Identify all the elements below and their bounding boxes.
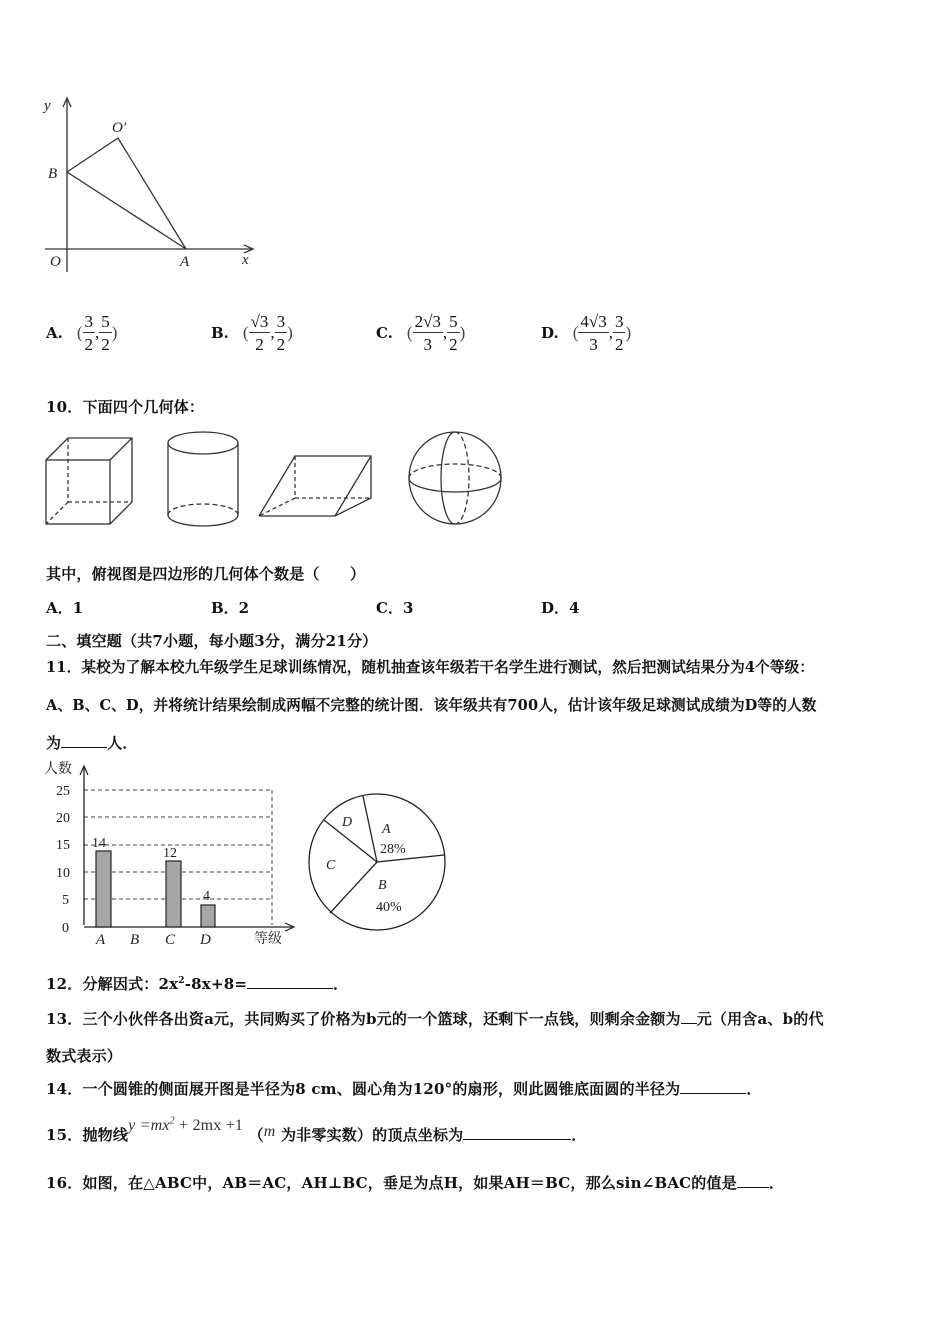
y-tick: 0 bbox=[62, 921, 69, 936]
q14: 14．一个圆锥的侧面展开图是半径为8 cm、圆心角为120°的扇形，则此圆锥底面圆的半径为 ． bbox=[46, 1080, 762, 1098]
y-tick: 5 bbox=[62, 893, 69, 908]
fraction: $\frac{4√3}{3}$ bbox=[580, 312, 607, 354]
q10-option-a[interactable]: A．1 bbox=[46, 599, 84, 617]
slice-label: B bbox=[378, 878, 387, 893]
answer-blank[interactable] bbox=[681, 1009, 697, 1024]
bar-label: 12 bbox=[163, 846, 177, 861]
slice-percent: 40% bbox=[376, 900, 402, 915]
slice-label: C bbox=[326, 858, 336, 873]
sphere-icon bbox=[405, 428, 505, 528]
q9-option-d[interactable]: D. ( $\frac{4√3}{3}$ , $\frac{3}{2}$ ) bbox=[541, 312, 632, 354]
category-label: C bbox=[165, 932, 176, 948]
fraction: $\frac{3}{2}$ bbox=[614, 312, 624, 354]
fraction: $\frac{5}{2}$ bbox=[101, 312, 110, 354]
q11-line-1: 11．某校为了解本校九年级学生足球训练情况，随机抽查该年级若干名学生进行测试，然后把测试结果分为4个等级： bbox=[46, 659, 815, 676]
answer-blank[interactable] bbox=[61, 733, 107, 748]
bar-label: 14 bbox=[92, 836, 106, 851]
bar-d bbox=[201, 905, 215, 927]
q10-option-d[interactable]: D．4 bbox=[541, 599, 580, 617]
q9-coordinate-figure bbox=[40, 92, 260, 277]
q9-option-b[interactable]: B. ( $\frac{√3}{2}$ , $\frac{3}{2}$ ) bbox=[211, 312, 293, 354]
fraction: $\frac{2√3}{3}$ bbox=[414, 312, 441, 354]
y-axis-title: 人数 bbox=[44, 762, 72, 777]
q10-stem: 10．下面四个几何体： bbox=[46, 398, 205, 416]
point-b-label: B bbox=[48, 166, 58, 182]
category-label: B bbox=[130, 932, 140, 948]
q9-option-a[interactable]: A. ( $\frac{3}{2}$ , $\frac{5}{2}$ ) bbox=[46, 312, 118, 354]
q13-line-1: 13．三个小伙伴各出资a元，共同购买了价格为b元的一个篮球，还剩下一点钱，则剩余金额为 元（用含a、b的代 bbox=[46, 1010, 824, 1028]
q10-question: 其中，俯视图是四边形的几何体个数是（ ） bbox=[46, 565, 366, 583]
bar-c bbox=[166, 861, 181, 927]
x-axis-label: x bbox=[242, 252, 249, 268]
category-label: A bbox=[96, 932, 106, 948]
parabola-formula: $y =mx^2 + 2mx +1$ bbox=[128, 1115, 244, 1134]
q10-option-b[interactable]: B．2 bbox=[211, 599, 250, 617]
fraction: $\frac{3}{2}$ bbox=[276, 312, 286, 354]
q12: 12．分解因式：$2x^2-8x+8=$ ． bbox=[46, 975, 349, 993]
slice-label: D bbox=[342, 815, 353, 830]
triangular-prism-icon bbox=[257, 442, 377, 522]
point-o-prime-label: O′ bbox=[112, 120, 127, 136]
fraction: $\frac{3}{2}$ bbox=[84, 312, 94, 354]
y-tick: 10 bbox=[56, 866, 70, 881]
cylinder-icon bbox=[165, 430, 245, 530]
origin-label: O bbox=[50, 254, 61, 270]
y-tick: 25 bbox=[56, 784, 70, 799]
cube-icon bbox=[44, 436, 139, 528]
slice-percent: 28% bbox=[380, 842, 406, 857]
bar-chart bbox=[42, 757, 302, 949]
q11-line-3: 为 人． bbox=[46, 734, 138, 752]
slice-label: A bbox=[382, 822, 391, 837]
x-axis-title: 等级 bbox=[254, 932, 282, 947]
q16: 16．如图，在△ABC中，AB＝AC，AH⊥BC，垂足为点H，如果AH＝BC，那么sin∠BAC的值是 ． bbox=[46, 1174, 785, 1192]
section-heading: 二、填空题（共7小题，每小题3分，满分21分） bbox=[46, 632, 378, 650]
q11-line-2: A、B、C、D，并将统计结果绘制成两幅不完整的统计图．该年级共有700人，估计该年级足球测试成绩为D等的人数 bbox=[46, 697, 817, 714]
answer-blank[interactable] bbox=[737, 1173, 769, 1188]
point-a-label: A bbox=[180, 254, 190, 270]
fraction: $\frac{5}{2}$ bbox=[449, 312, 458, 354]
y-axis-label: y bbox=[44, 98, 51, 114]
q13-line-2: 数式表示） bbox=[46, 1047, 123, 1065]
answer-blank[interactable] bbox=[247, 974, 333, 989]
bar-label: 4 bbox=[203, 889, 210, 904]
y-tick: 20 bbox=[56, 811, 70, 826]
answer-blank[interactable] bbox=[680, 1079, 746, 1094]
category-label: D bbox=[200, 932, 211, 948]
q10-option-c[interactable]: C．3 bbox=[376, 599, 414, 617]
bar-a bbox=[96, 851, 111, 927]
q15: 15．抛物线$y =mx^2 + 2mx +1$ （m 为非零实数）的顶点坐标为 ． bbox=[46, 1115, 587, 1144]
pie-chart bbox=[300, 785, 455, 940]
answer-blank[interactable] bbox=[463, 1125, 571, 1140]
fraction: $\frac{√3}{2}$ bbox=[250, 312, 269, 354]
y-tick: 15 bbox=[56, 838, 70, 853]
q9-option-c[interactable]: C. ( $\frac{2√3}{3}$ , $\frac{5}{2}$ ) bbox=[376, 312, 466, 354]
